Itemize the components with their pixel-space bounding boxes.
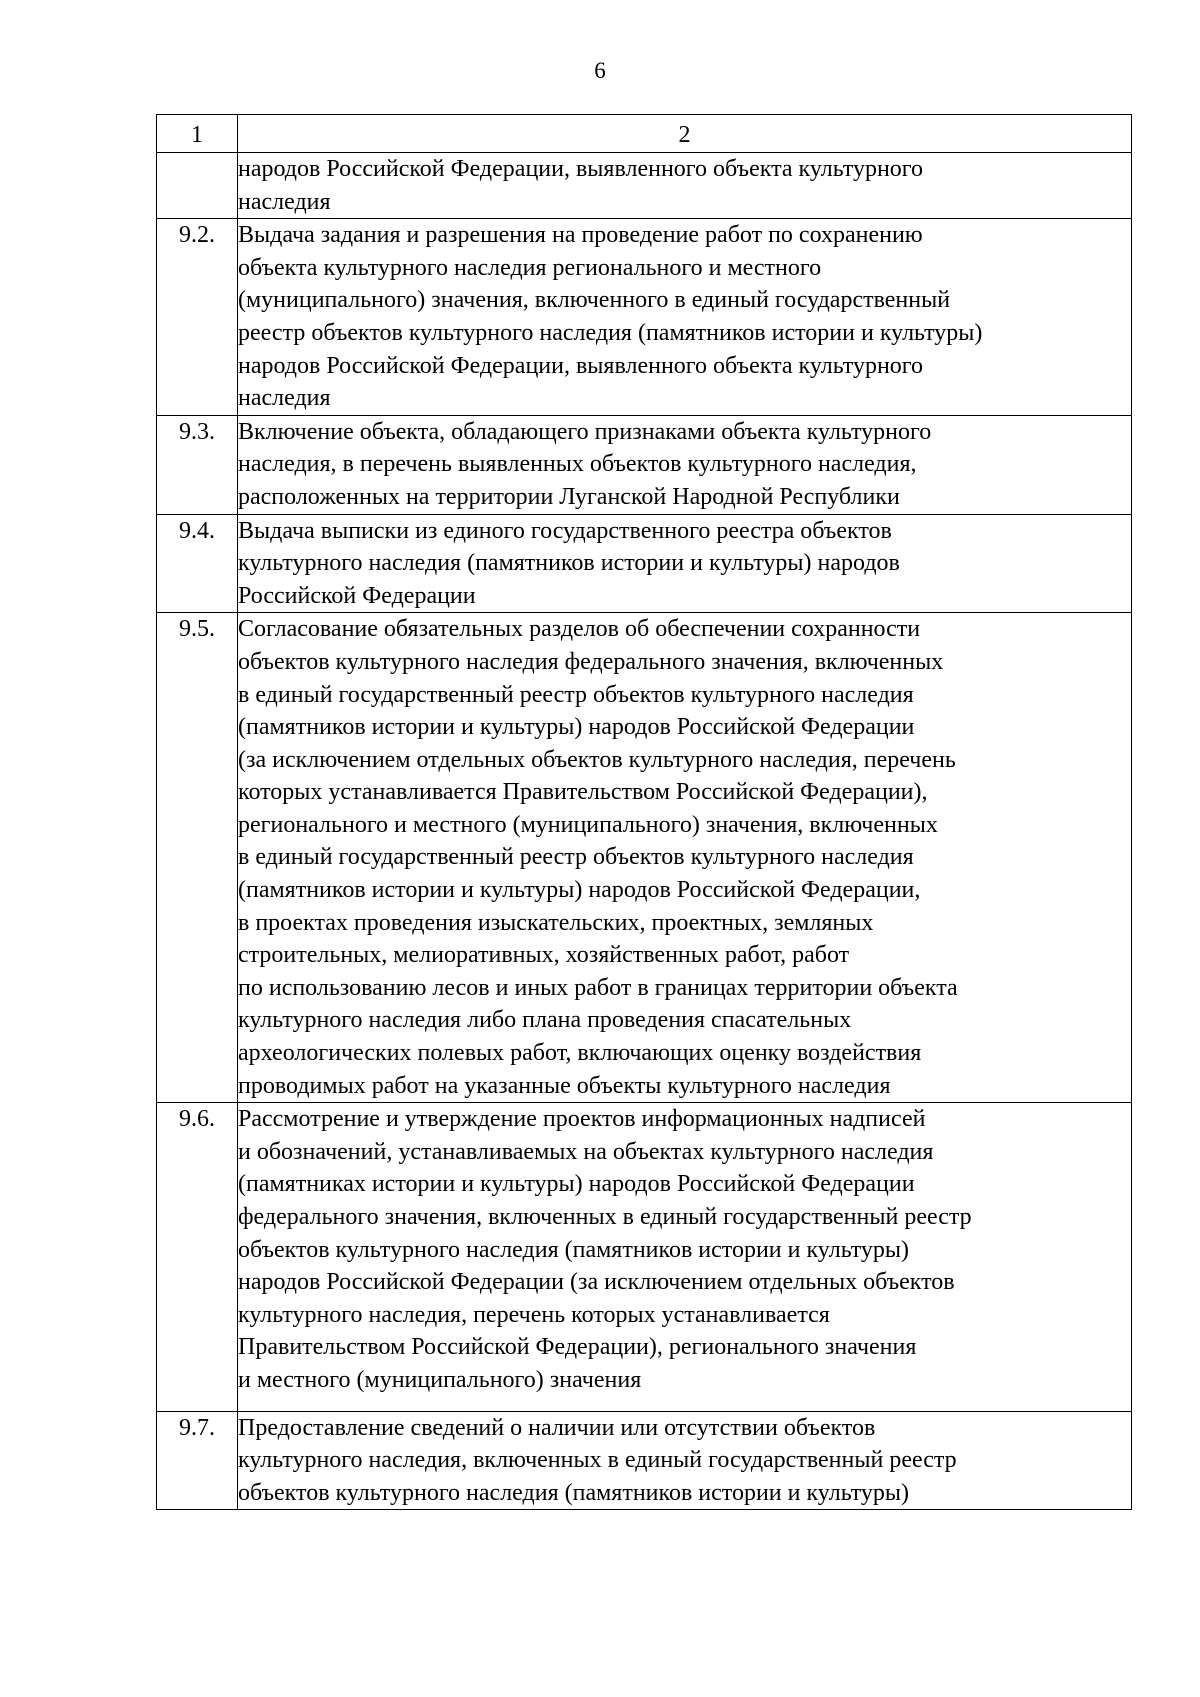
table-row — [157, 415, 1132, 514]
row-number: 9.4. — [157, 514, 238, 613]
header-cell-column-2: 2 — [238, 115, 1132, 153]
row-text: Предоставление сведений о наличии или отсутствии объектов культурного наследия, включенных в единый государственный реестр объектов культурного наследия (памятников истории и культуры) — [238, 1411, 1132, 1510]
row-number: 9.6. — [157, 1103, 238, 1411]
row-text: народов Российской Федерации, выявленного объекта культурного наследия — [238, 153, 1132, 219]
table-row — [157, 1103, 1132, 1411]
row-text: Согласование обязательных разделов об обеспечении сохранности объектов культурного наследия федерального значения, включенных в единый государственный реестр объектов культурного наследия (памятников истории и культуры) народов Российской Федерации (за исключением отдельных объектов культурного наследия, перечень которых устанавливается Правительством Российской Федерации), регионального и местного (муниципального) значения, включенных в единый государственный реестр объектов культурного наследия (памятников истории и культуры) народов Российской Федерации, в проектах проведения изыскательских, проектных, земляных строительных, мелиоративных, хозяйственных работ, работ по использованию лесов и иных работ в границах территории объекта культурного наследия либо плана проведения спасательных археологических полевых работ, включающих оценку воздействия проводимых работ на указанные объекты культурного наследия — [238, 613, 1132, 1103]
table-row — [157, 613, 1132, 1103]
row-number: 9.7. — [157, 1411, 238, 1510]
table-header-row — [157, 115, 1132, 153]
row-text: Выдача задания и разрешения на проведение работ по сохранению объекта культурного наследия регионального и местного (муниципального) значения, включенного в единый государственный реестр объектов культурного наследия (памятников истории и культуры) народов Российской Федерации, выявленного объекта культурного наследия — [238, 219, 1132, 416]
page-number: 6 — [594, 58, 606, 83]
row-text: Рассмотрение и утверждение проектов информационных надписей и обозначений, устанавливаемых на объектах культурного наследия (памятниках истории и культуры) народов Российской Федерации федерального значения, включенных в единый государственный реестр объектов культурного наследия (памятников истории и культуры) народов Российской Федерации (за исключением отдельных объектов культурного наследия, перечень которых устанавливается Правительством Российской Федерации), регионального значения и местного (муниципального) значения — [238, 1103, 1132, 1411]
table-row — [157, 219, 1132, 416]
row-number — [157, 153, 238, 219]
table-row — [157, 153, 1132, 219]
header-cell-column-1: 1 — [157, 115, 238, 153]
row-number: 9.2. — [157, 219, 238, 416]
row-number: 9.5. — [157, 613, 238, 1103]
row-text: Включение объекта, обладающего признаками объекта культурного наследия, в перечень выявленных объектов культурного наследия, расположенных на территории Луганской Народной Республики — [238, 415, 1132, 514]
table-row — [157, 514, 1132, 613]
services-table — [156, 114, 1132, 1510]
row-number: 9.3. — [157, 415, 238, 514]
row-text: Выдача выписки из единого государственного реестра объектов культурного наследия (памятников истории и культуры) народов Российской Федерации — [238, 514, 1132, 613]
table-row — [157, 1411, 1132, 1510]
